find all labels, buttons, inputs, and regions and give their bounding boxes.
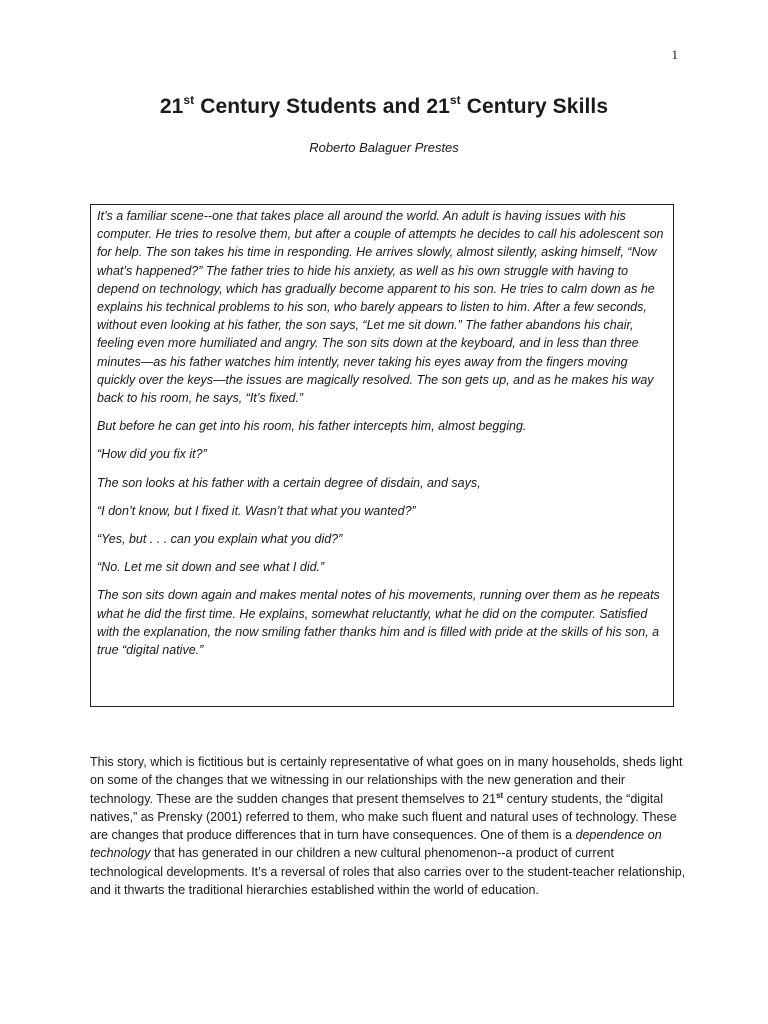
body-paragraph xyxy=(90,753,690,899)
story-paragraph: The son looks at his father with a certain degree of disdain, and says, xyxy=(97,475,481,490)
author-name: Roberto Balaguer Prestes xyxy=(309,140,459,155)
story-paragraph: The son sits down again and makes mental notes of his movements, running over them as he repeats what he did the first time. He explains, somewhat reluctantly, what he did on the computer. Satisfied with the explanation, the now smiling father thanks him and is filled with pride at the skills of his son, a true “digital native.” xyxy=(97,588,660,658)
story-paragraph: It’s a familiar scene--one that takes place all around the world. An adult is having issues with his computer. He tries to resolve them, but after a couple of attempts he decides to call his adolescent son for help. The son takes his time in responding. He arrives slowly, almost silently, asking himself, “Now what’s happened?” The father tries to hide his anxiety, as well as his own struggle with having to depend on technology, which has gradually become apparent to his son. He tries to calm down as he explains his technical problems to his son, who barely appears to listen to him. After a few seconds, without even looking at his father, the son says, “Let me sit down.” The father abandons his chair, feeling even more humiliated and angry. The son sits down at the keyboard, and in less than three minutes—as his father watches him intently, never taking his eyes away from the fingers moving quickly over the keys—the issues are magically resolved. The son gets up, and as he makes his way back to his room, he says, “It’s fixed.” xyxy=(97,209,664,406)
body-emphasis: dependence on technology xyxy=(90,828,662,861)
document-title xyxy=(0,95,768,119)
title-superscript-2: st xyxy=(449,93,461,107)
story-paragraph: But before he can get into his room, his father intercepts him, almost begging. xyxy=(97,419,527,434)
title-part-2: Century Students and 21 xyxy=(194,95,450,118)
story-paragraph: “Yes, but . . . can you explain what you did?” xyxy=(97,532,343,547)
story-box xyxy=(90,204,674,707)
body-text-part-2: century students, the “digital natives,” as Prensky (2001) referred to them, who make such fluent and natural uses of technology. These are changes that produce differences that in turn have consequences. One of them is a xyxy=(90,791,677,843)
page-number: 1 xyxy=(671,47,678,62)
title-superscript-1: st xyxy=(183,93,195,107)
body-text-part-1: This story, which is fictitious but is certainly representative of what goes on in many households, sheds light on some of the changes that we witnessing in our relationships with the new generation and their technology. These are the sudden changes that present themselves to 21 xyxy=(90,755,683,806)
title-part-3: Century Skills xyxy=(460,95,609,118)
body-superscript: st xyxy=(496,790,504,800)
story-paragraph: “No. Let me sit down and see what I did.” xyxy=(97,560,325,575)
body-text-part-3: that has generated in our children a new cultural phenomenon--a product of current technological developments. It’s a reversal of roles that also carries over to the student-teacher relationship, and it thwarts the traditional hierarchies established within the world of education. xyxy=(90,846,686,898)
title-part-1: 21 xyxy=(159,95,184,118)
story-paragraph: “I don’t know, but I fixed it. Wasn’t that what you wanted?” xyxy=(97,503,416,518)
story-paragraph: “How did you fix it?” xyxy=(97,447,207,462)
